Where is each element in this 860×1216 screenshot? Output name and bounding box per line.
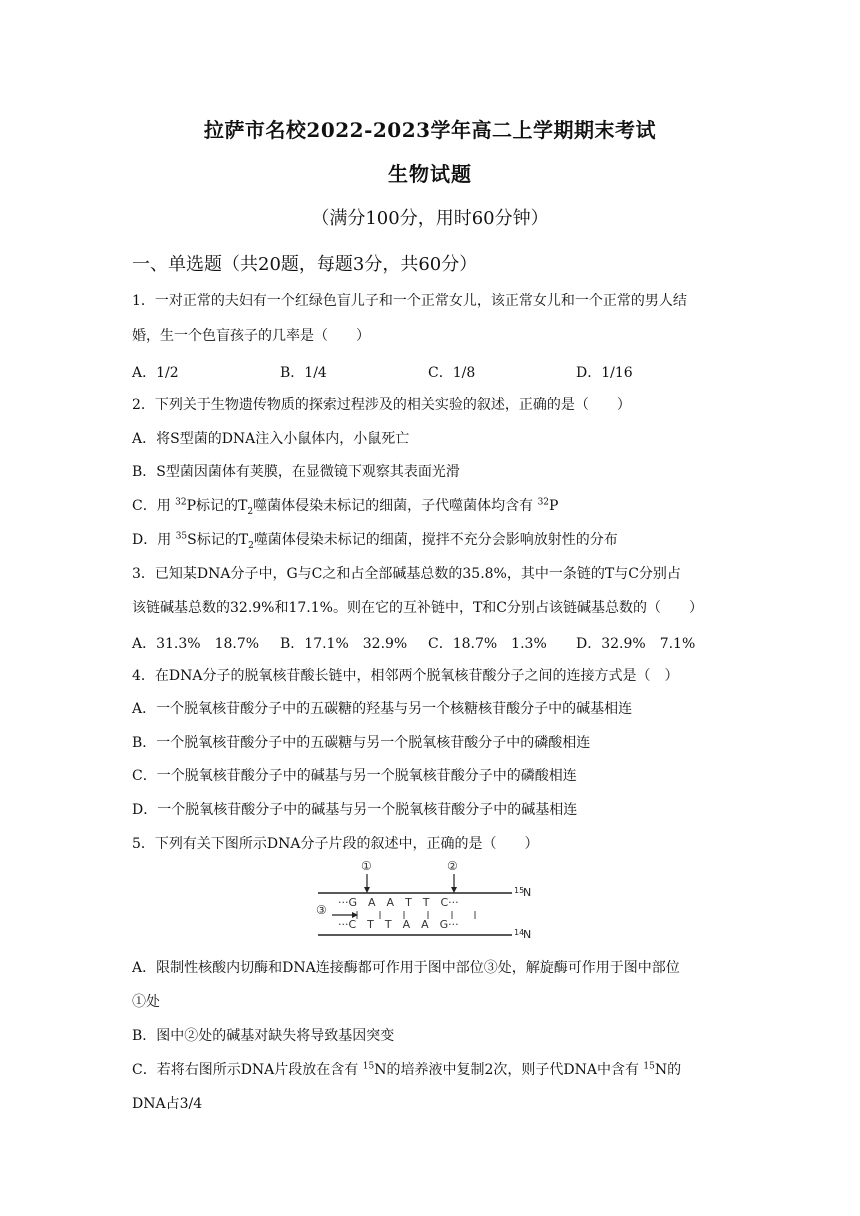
q1-option-a: A．1/2 xyxy=(132,365,179,381)
q3-option-d: D．32.9% 7.1% xyxy=(576,636,696,652)
diagram-mark-1: ① xyxy=(361,859,372,873)
q5-option-b: B．图中②处的碱基对缺失将导致基因突变 xyxy=(132,1028,395,1044)
top-strand-label: N xyxy=(523,886,532,899)
q2-option-d: D．用 $^{35}$S标记的$T_2$噬菌体侵染未标记的细菌，搅拌不充分会影响放射性的分布 xyxy=(132,531,618,551)
arrow-1-head xyxy=(364,887,370,893)
bottom-strand-label: N xyxy=(523,928,532,941)
section-heading: 一、单选题（共20题，每题3分，共60分） xyxy=(132,254,478,275)
q4-stem: 4．在DNA分子的脱氧核苷酸长链中，相邻两个脱氧核苷酸分子之间的连接方式是（ ） xyxy=(132,668,679,684)
q4-option-c: C．一个脱氧核苷酸分子中的碱基与另一个脱氧核苷酸分子中的磷酸相连 xyxy=(132,768,577,784)
exam-subject: 生物试题 xyxy=(388,162,472,186)
dna-fragment-svg xyxy=(312,856,542,946)
diagram-mark-3: ③ xyxy=(316,903,327,917)
q2-option-b: B．S型菌因菌体有荚膜，在显微镜下观察其表面光滑 xyxy=(132,464,460,480)
q3-stem-line2: 该链碱基总数的32.9%和17.1%。则在它的互补链中，T和C分别占该链碱基总数的（ ） xyxy=(132,600,703,616)
bottom-strand-label-sup: 14 xyxy=(514,928,525,937)
q4-option-b: B．一个脱氧核苷酸分子中的五碳糖与另一个脱氧核苷酸分子中的磷酸相连 xyxy=(132,735,591,751)
diagram-mark-2: ② xyxy=(447,859,458,873)
q1-stem-line1: 1．一对正常的夫妇有一个红绿色盲儿子和一个正常女儿，该正常女儿和一个正常的男人结 xyxy=(132,293,687,309)
q5-option-c-line1: C．若将右图所示DNA片段放在含有 $^{15}$N的培养液中复制2次，则子代DNA中含有 $^{15}$N的 xyxy=(132,1061,682,1078)
q1-option-b: B．1/4 xyxy=(280,365,327,381)
q4-option-a: A．一个脱氧核苷酸分子中的五碳糖的羟基与另一个核糖核苷酸分子中的碱基相连 xyxy=(132,701,633,717)
q5-option-a-line2: ①处 xyxy=(132,994,160,1010)
dna-fragment-diagram xyxy=(312,856,542,946)
q3-option-b: B．17.1% 32.9% xyxy=(280,636,408,652)
bottom-strand-bases: ···C T T A A G··· xyxy=(338,918,459,931)
q2-option-a: A．将S型菌的DNA注入小鼠体内，小鼠死亡 xyxy=(132,431,410,447)
q3-option-c: C．18.7% 1.3% xyxy=(428,636,547,652)
q3-stem-line1: 3．已知某DNA分子中，G与C之和占全部碱基总数的35.8%，其中一条链的T与C分别占 xyxy=(132,566,681,582)
q1-stem-line2: 婚，生一个色盲孩子的几率是（ ） xyxy=(132,328,370,344)
q1-option-c: C．1/8 xyxy=(428,365,476,381)
exam-meta: （满分100分，用时60分钟） xyxy=(311,208,549,229)
q4-option-d: D．一个脱氧核苷酸分子中的碱基与另一个脱氧核苷酸分子中的碱基相连 xyxy=(132,802,578,818)
q2-option-c: C．用 $^{32}$P标记的$T_2$噬菌体侵染未标记的细菌，子代噬菌体均含有 $^{32}$P xyxy=(132,497,559,517)
q5-option-a-line1: A．限制性核酸内切酶和DNA连接酶都可作用于图中部位③处，解旋酶可作用于图中部位 xyxy=(132,960,680,976)
q3-option-a: A．31.3% 18.7% xyxy=(132,636,260,652)
exam-title: 拉萨市名校2022-2023学年高二上学期期末考试 xyxy=(203,118,657,142)
top-strand-label-sup: 15 xyxy=(514,886,525,895)
q1-option-d: D．1/16 xyxy=(576,365,633,381)
q5-stem: 5．下列有关下图所示DNA分子片段的叙述中，正确的是（ ） xyxy=(132,836,539,852)
q2-stem: 2．下列关于生物遗传物质的探索过程涉及的相关实验的叙述，正确的是（ ） xyxy=(132,397,631,413)
q1-options xyxy=(132,362,732,380)
q3-options xyxy=(132,633,732,651)
q5-option-c-line2: DNA占3/4 xyxy=(132,1096,203,1112)
top-strand-bases: ···G A A T T C··· xyxy=(338,896,459,909)
arrow-2-head xyxy=(451,887,457,893)
